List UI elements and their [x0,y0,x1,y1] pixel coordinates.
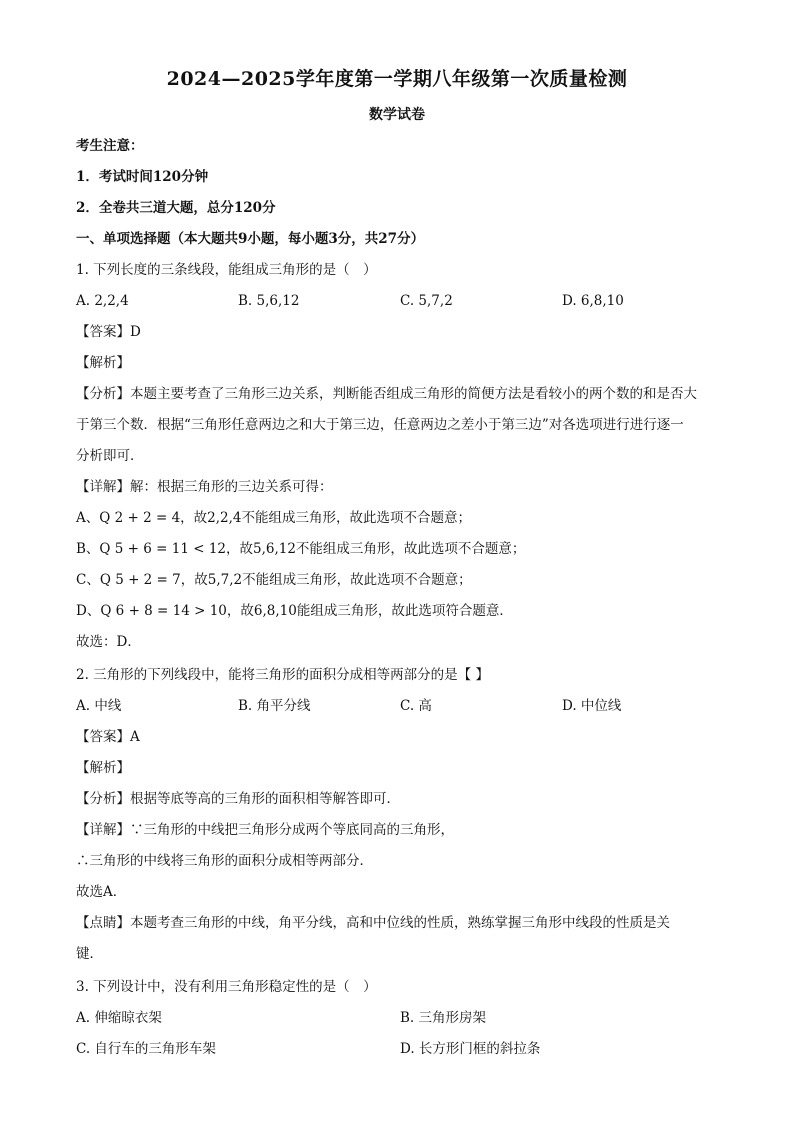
q2-detail-line-1: 【详解】∵三角形的中线把三角形分成两个等底同高的三角形， [76,822,454,838]
q1-analysis-label: 【解析】 [76,355,130,371]
q1-answer: 【答案】D [76,324,141,340]
q1-option-d: D. 6,8,10 [562,293,624,309]
page-subtitle: 数学试卷 [369,107,425,123]
q1-choice: 故选：D． [76,634,141,650]
q3-option-d: D. 长方形门框的斜拉条 [400,1041,541,1057]
q2-analysis-label: 【解析】 [76,760,130,776]
q2-detail-line-2: ∴三角形的中线将三角形的面积分成相等两部分． [76,853,373,869]
q1-detail-d: D、Q 6 + 8 = 14 > 10，故6,8,10能组成三角形，故此选项符合题意． [76,603,513,619]
q3-option-c: C. 自行车的三角形车架 [76,1041,216,1057]
q2-dianjing-line-2: 键． [76,946,103,962]
q3-options-row-2 [76,1039,734,1059]
q2-option-c: C. 高 [400,698,432,714]
q3-options-row-1 [76,1008,734,1028]
q3-stem: 3. 下列设计中，没有利用三角形稳定性的是（ ） [76,979,377,995]
q1-options [76,291,734,311]
q2-option-a: A. 中线 [76,698,122,714]
q1-detail: 【详解】解：根据三角形的三边关系可得： [76,479,333,495]
q2-options [76,696,734,716]
q1-fenxi-line-2: 于第三个数．根据“三角形任意两边之和大于第三边，任意两边之差小于第三边”对各选项进行进行逐一 [76,417,684,433]
q3-option-b: B. 三角形房架 [400,1010,487,1026]
q2-dianjing-line-1: 【点睛】本题考查三角形的中线，角平分线，高和中位线的性质，熟练掌握三角形中线段的性质是关 [76,915,670,931]
q1-fenxi-line-1: 【分析】本题主要考查了三角形三边关系，判断能否组成三角形的简便方法是看较小的两个数的和是否大 [76,386,697,402]
q2-choice: 故选A． [76,884,127,900]
q1-detail-b: B、Q 5 + 6 = 11 < 12，故5,6,12不能组成三角形，故此选项不合题意； [76,541,526,557]
q1-detail-c: C、Q 5 + 2 = 7，故5,7,2不能组成三角形，故此选项不合题意； [76,572,472,588]
q1-option-b: B. 5,6,12 [238,293,300,309]
q2-stem: 2. 三角形的下列线段中，能将三角形的面积分成相等两部分的是【 】 [76,667,489,683]
q1-stem: 1. 下列长度的三条线段，能组成三角形的是（ ） [76,262,377,278]
q2-option-d: D. 中位线 [562,698,622,714]
q2-fenxi: 【分析】根据等底等高的三角形的面积相等解答即可． [76,791,400,807]
notice-item-1: 1．考试时间120分钟 [76,169,209,185]
section-1-heading: 一、单项选择题（本大题共9小题，每小题3分，共27分） [76,231,425,247]
notice-item-2: 2．全卷共三道大题，总分120分 [76,200,276,216]
q1-option-a: A. 2,2,4 [76,293,129,309]
q1-option-c: C. 5,7,2 [400,293,453,309]
q2-option-b: B. 角平分线 [238,698,311,714]
notice-heading: 考生注意： [76,138,144,154]
q2-answer: 【答案】A [76,729,140,745]
q1-detail-a: A、Q 2 + 2 = 4，故2,2,4不能组成三角形，故此选项不合题意； [76,510,472,526]
q1-fenxi-line-3: 分析即可． [76,448,144,464]
page-title: 2024—2025学年度第一学期八年级第一次质量检测 [166,68,628,90]
q3-option-a: A. 伸缩晾衣架 [76,1010,162,1026]
